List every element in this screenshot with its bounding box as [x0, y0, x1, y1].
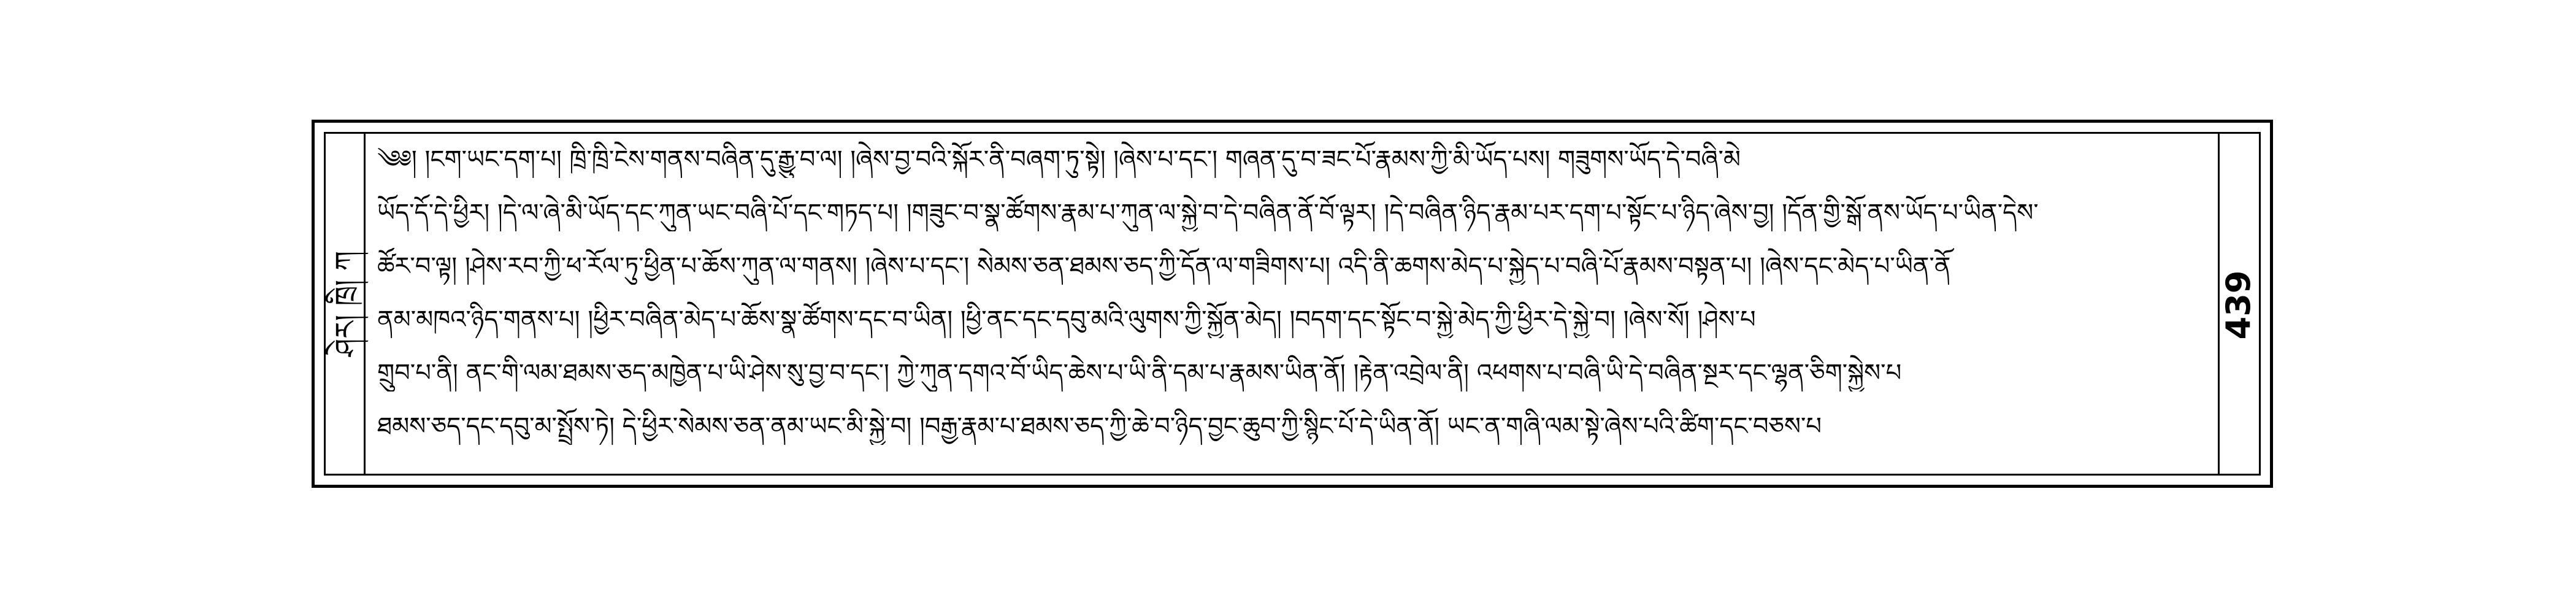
text-line-6: ཐམས་ཅད་དང་དབུ་མ་སྤྲོས་ཏེ། དེ་ཕྱིར་སེམས་ཅན་ནམ་ཡང་མི་སྐྱེ་བ། །བརྒྱ་རྣམ་པ་ཐམས་ཅད་ཀྱི་ཆེ་བ་ཉིད་བྱང་ཆུབ་ཀྱི་སྙིང་པོ་དེ་ཡིན་ནོ། ཡང་ན་གཞི་ལམ་སྟེ་ཞེས་པའི་ཚིག་དང་བཅས་པ [377, 412, 1822, 441]
text-line-2: ཡོད་དོ་དེ་ཕྱིར། །དེ་ལ་ཞེ་མི་ཡོད་དང་ཀུན་ཡང་བཞི་པོ་དང་གཏད་པ། །གཟུང་བ་སྣ་ཚོགས་རྣམ་པ་ཀུན་ལ་སྐྱེ་བ་དེ་བཞིན་ནོ་བོ་ལྟར། །དེ་བཞིན་ཉིད་རྣམ་པར་དག་པ་སྟོང་པ་ཉིད་ཞེས་བྱ། །དོན་གྱི་སྒོ་ནས་ཡོད་པ་ཡིན་དེས་ [377, 199, 2039, 227]
folio-number: 439 [2219, 270, 2258, 340]
text-line-4: ནམ་མཁའ་ཉིད་གནས་པ། །ཕྱིར་བཞིན་མེད་པ་ཆོས་སྣ་ཚོགས་དང་བ་ཡིན། །ཕྱི་ནང་དང་དབུ་མའི་ལུགས་ཀྱི་སྐྱོན་མེད། །བདག་དང་སྟོང་བ་སྐྱེ་མེད་ཀྱི་ཕྱིར་དེ་སྐྱེ་བ། །ཞེས་སོ། །ཤེས་པ [377, 306, 1756, 334]
text-line-3: ཚོར་བ་ལྟ། །ཤེས་རབ་ཀྱི་ཕ་རོལ་ཏུ་ཕྱིན་པ་ཆོས་ཀུན་ལ་གནས། །ཞེས་པ་དང་། སེམས་ཅན་ཐམས་ཅད་ཀྱི་དོན་ལ་གཟིགས་པ། འདི་ནི་ཆགས་མེད་པ་སྐྱེད་པ་བཞི་པོ་རྣམས་བསྟན་པ། །ཞེས་དང་མེད་པ་ཡིན་ནོ [377, 252, 1951, 280]
margin-title: ཤེར། ཁྲི། ཀ [329, 251, 362, 357]
text-block [377, 140, 2208, 468]
text-line-1: ༄༅། །ངག་ཡང་དག་པ། ཁྲི་ཁྲི་ངེས་གནས་བཞིན་དུ་རྒྱུ་བ་ལ། །ཞེས་བྱ་བའི་སྐོར་ནི་བཞག་ཏུ་སྟེ། །ཞེས་པ་དང་། གཞན་དུ་བ་ཟང་པོ་རྣམས་ཀྱི་མི་ཡོད་པས། གཟུགས་ཡོད་དེ་བཞི་མེ [377, 145, 1741, 174]
text-line-5: གྲུབ་པ་ནི། ནང་གི་ལམ་ཐམས་ཅད་མཁྱེན་པ་ཡི་ཤེས་སུ་བྱ་བ་དང་། ཀྱེ་ཀུན་དགའ་བོ་ཡིད་ཆེས་པ་ཡི་ནི་དམ་པ་རྣམས་ཡིན་ནོ། །རྟེན་འབྲེལ་ནི། འཕགས་པ་བཞི་ཡི་དེ་བཞིན་སྔར་དང་ལྷན་ཅིག་སྐྱེས་པ [377, 359, 1902, 387]
